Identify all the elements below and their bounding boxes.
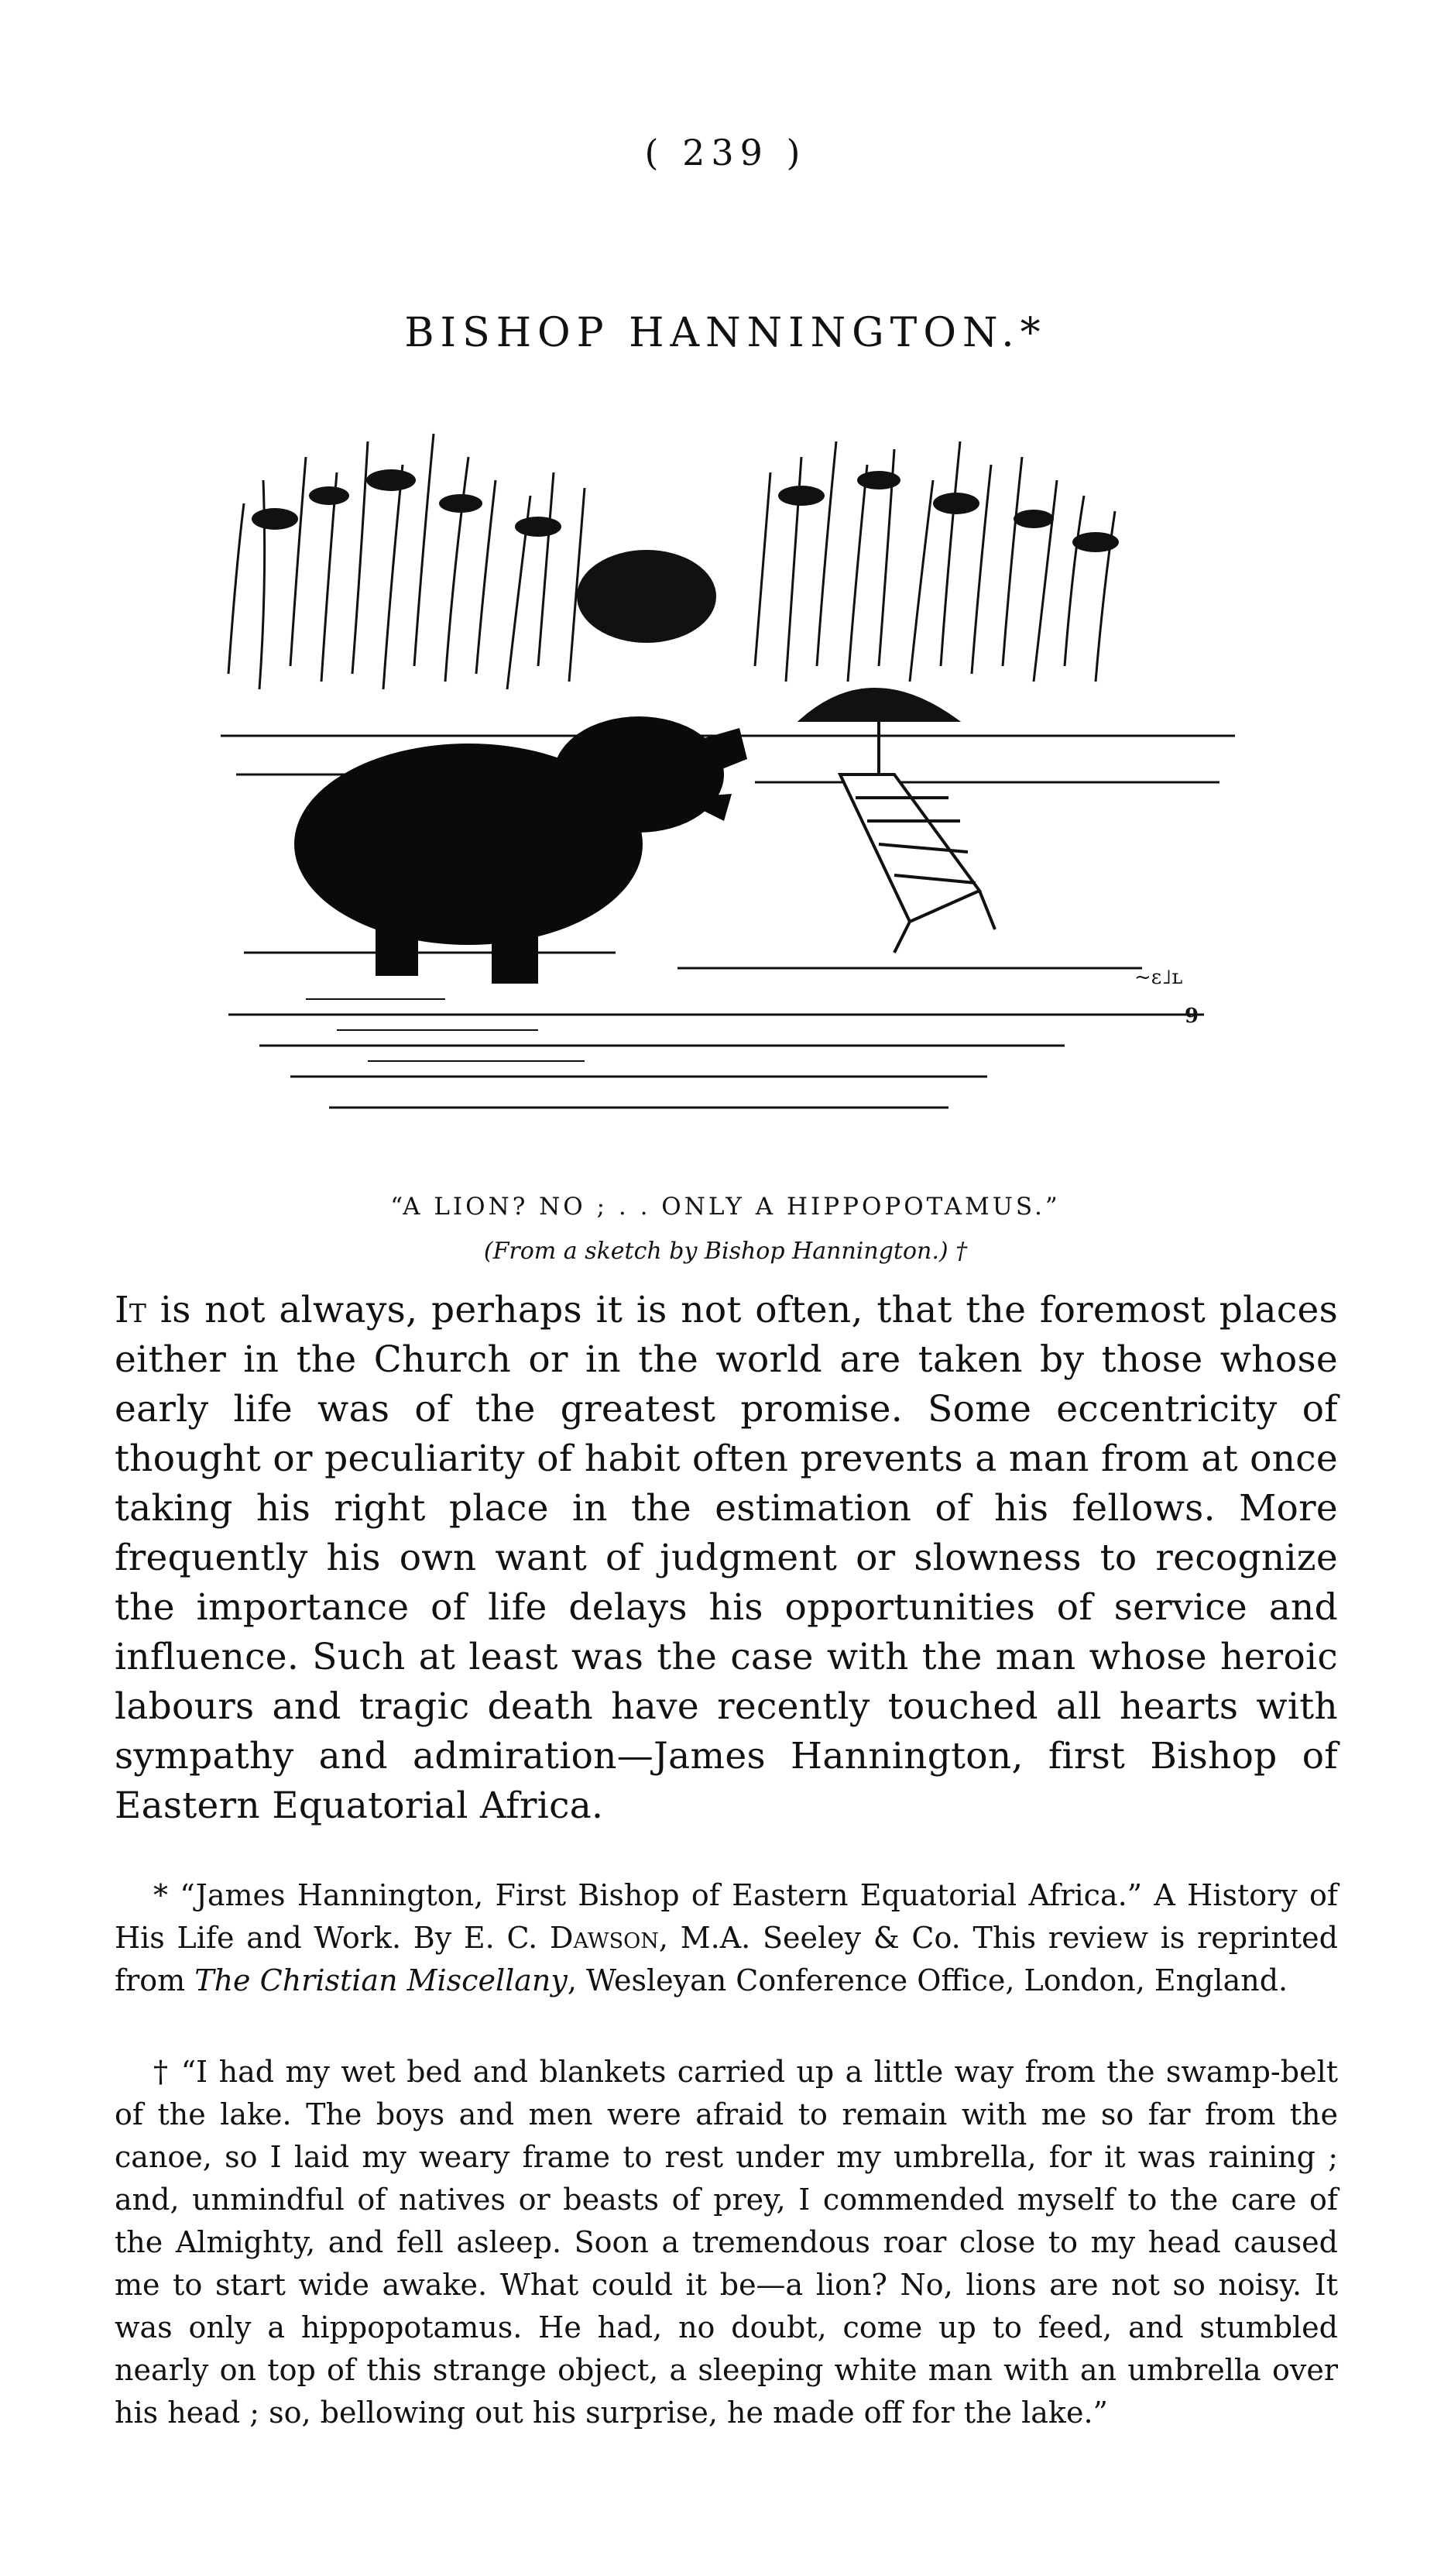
footnote-publication: The Christian Miscellany [194,1963,568,1997]
illustration-credit: (From a sketch by Bishop Hannington.) † [483,1238,968,1265]
lead-word: It [115,1289,147,1331]
footnote-text-1b: , M.A. Seeley & Co. This review is reprinted from [115,1921,1338,1997]
body-text: is not always, perhaps it is not often, that the foremost places either in the Church or in the world are taken by those whose early life was of the greatest promise. Some eccentricity of thought or peculiarity of habit often prevents a man from at once taking his right place in the estimation of his fellows. More frequently his own want of judgment or slowness to recognize the importance of life delays his opportunities of service and influence. Such at least was the case with the man whose heroic labours and tragic death have recently touched all hearts with sympathy and admiration—James Hannington, first Bishop of Eastern Equatorial Africa. [115,1289,1338,1827]
illustration-signature: ~ɛ˩ʟ [1134,966,1183,989]
umbrella-figure [801,689,995,953]
footnote-source [115,1874,1338,2002]
water-strokes [306,999,987,1061]
page-number: ( 239 ) [644,132,807,173]
footnote-author: Dawson [550,1921,659,1955]
footnote-text-1a: * “James Hannington, First Bishop of Eastern Equatorial Africa.” A History of His Life and Work. By E. C. [115,1878,1338,1955]
hippopotamus-engraving-icon [213,410,1243,1177]
illustration-mark: 9 [1185,1005,1199,1028]
footnote-quote: † “I had my wet bed and blankets carried up a little way from the swamp-belt of the lake. The boys and men were afraid to remain with me so far from the canoe, so I laid my weary frame to rest under my umbrella, for it was raining ; and, unmindful of natives or beasts of prey, I commended myself to the care of the Almighty, and fell asleep. Soon a tremendous roar close to my head caused me to start wide awake. What could it be—a lion? No, lions are not so noisy. It was only a hippopotamus. He had, no doubt, come up to feed, and stumbled nearly on top of this strange object, a sleeping white man with an umbrella over his head ; so, bellowing out his surprise, he made off for the lake.” [115,2055,1338,2430]
body-paragraph [115,1286,1338,1831]
hippo-figure [294,716,747,984]
footnote-text-1c: , Wesleyan Conference Office, London, England. [567,1963,1288,1997]
article-title: BISHOP HANNINGTON.* [404,310,1047,356]
illustration-caption: “A LION? NO ; . . ONLY A HIPPOPOTAMUS.” [390,1193,1061,1221]
hippopotamus-illustration [213,410,1243,1177]
